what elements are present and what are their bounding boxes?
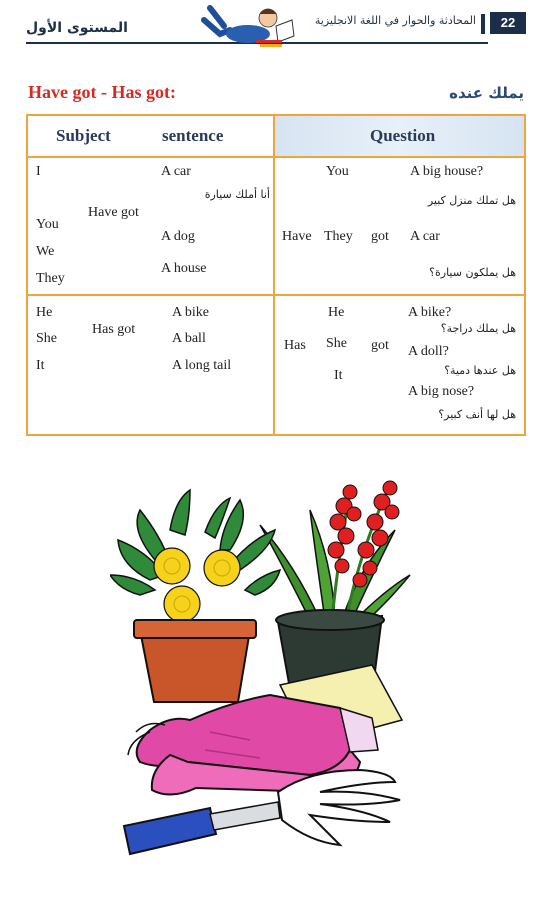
q-got-2: got [371, 338, 389, 353]
q-item-big-nose: A big nose? [408, 384, 475, 399]
header-question: Question [370, 126, 436, 145]
sentence-bike: A bike [172, 305, 209, 320]
q-subject-he: He [328, 305, 345, 320]
q-ar-doll: هل عندها دمية؟ [444, 364, 516, 377]
q-item-doll: A doll? [408, 344, 449, 359]
q-verb-has: Has [284, 338, 306, 353]
reading-boy-icon [200, 0, 300, 48]
q-item-car: A car [410, 229, 440, 244]
page-header [0, 0, 550, 50]
q-subject-it: It [334, 368, 343, 383]
sentence-house: A house [161, 261, 207, 276]
q-ar-big-nose: هل لها أنف كبير؟ [438, 408, 516, 421]
level-label: المستوى الأول [26, 20, 128, 36]
q-ar-big-house: هل تملك منزل كبير [427, 194, 516, 207]
q-item-bike: A bike? [408, 305, 452, 320]
section-title-en: Have got - Has got: [28, 82, 176, 102]
header-bar [481, 14, 485, 34]
subject-they: They [36, 271, 65, 286]
verb-have-got: Have got [88, 205, 139, 220]
sentence-car: A car [161, 164, 191, 179]
gardening-illustration [110, 470, 430, 880]
q-subject-you: You [326, 164, 349, 179]
red-flowers-icon [260, 481, 410, 700]
sentence-ball: A ball [172, 331, 206, 346]
subject-it: It [36, 358, 45, 373]
book-title: المحادثة والحوار في اللغة الانجليزية [314, 14, 476, 27]
q-subject-they: They [324, 229, 353, 244]
q-got: got [371, 229, 389, 244]
header-subject: Subject [56, 126, 111, 145]
section-title-ar: يملك عنده [449, 84, 524, 102]
q-subject-she: She [326, 336, 347, 351]
q-item-big-house: A big house? [410, 164, 484, 179]
q-ar-car: هل يملكون سيارة؟ [429, 266, 516, 279]
sentence-dog: A dog [161, 229, 195, 244]
q-ar-bike: هل يملك دراجة؟ [440, 322, 516, 335]
table-divider-header [28, 156, 524, 158]
table-divider-vertical [273, 116, 275, 434]
subject-she: She [36, 331, 57, 346]
verb-has-got: Has got [92, 322, 136, 337]
header-sentence: sentence [162, 126, 224, 145]
q-verb-have: Have [282, 229, 312, 244]
table-divider-row [28, 294, 524, 296]
subject-i: I [36, 164, 41, 179]
sentence-long-tail: A long tail [172, 358, 232, 373]
subject-we: We [36, 244, 55, 259]
page-number: 22 [490, 12, 526, 34]
sentence-ar: أنا أملك سيارة [204, 188, 270, 201]
subject-he: He [36, 305, 53, 320]
grammar-table [26, 114, 526, 436]
yellow-flowers-icon [110, 490, 280, 702]
subject-you: You [36, 217, 59, 232]
